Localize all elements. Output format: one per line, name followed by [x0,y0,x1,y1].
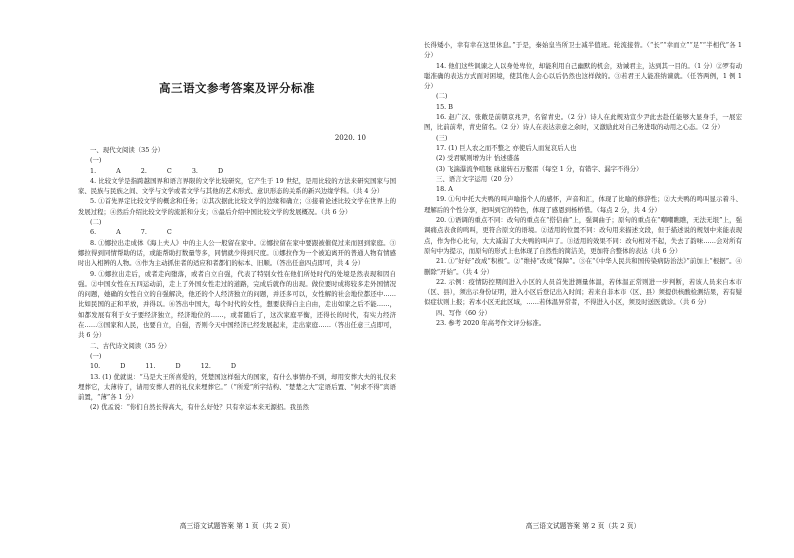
answer-line: 二、古代诗文阅读（35 分） [90,341,171,350]
answer-line: 23. 参考 2020 年高考作文评分标准。 [436,319,546,328]
answer-line: 5. ①首先界定比较文学的概念和任务；②其次据此比较文学的边缘和确立；③接着论述比较文学在世界上的发展过程；④然后介绍比较文学的流派和分支；⑤最后介绍中国比较文学的发展概况。（共 6 分） [78,197,396,216]
answer-line: (一) [90,156,102,165]
document-date: 2020. 10 [334,134,366,142]
page-footer-right: 高三语文试题答案 第 2 页（共 2 页） [525,522,641,530]
answer-line: 三、语言文字运用（20 分） [436,174,517,183]
answer-line: 8. ①娜拉出走成体《海上夫人》中的主人公一般留在家中。②娜拉留在家中要跟被催促过来而回到家庭。③娜拉得到同情帮助的话，或能帮助打数量等多，同情就少得到尺度。①娜拉作为一个被迫离开的普通人物有情感时出入相辨的人物。⑤作为主动抓住者的适应和者都们的标本、旧顺。（答出任意四点即可，共 4 分） [78,238,396,268]
answer-line: (2) 受君赋则增为计 怡述盛荡 [436,154,520,163]
right-column [424,0,742,558]
answer-line: (二) [436,92,448,101]
answer-line: (二) [90,218,102,227]
answer-line: 1. A 2. C 3. D [90,166,224,175]
left-column [78,0,396,558]
answer-line: 10. D 11. D 12. D [90,362,237,371]
answer-line: 19. ①句中托大夫鸭的叫声喻指个人的感怀，声音和汇，体现了比喻的修辞性；②大夫鸭的鸣叫显示着斗、理解后的个性分享，把叫到它的特色，体现了感恩到杨桥惜。（每点 2 分，共 4 分） [424,195,742,214]
answer-line: (2) 优孟说：“你们自然长得高大，有什么好处？只有幸运本来无源招。我虽然 [90,403,309,412]
answer-line: 14. 他们这些讽谏之人以身处卑位，却能利用自己幽默的机会，劝诫君主，达到其一目的。（1 分）②罗有动聪准确的表达方式面对困境，使其他人会心以后仍然也这样做的。③若君王人能准纳谏就。（任答两例，1 例 1 分） [424,61,742,91]
document-title: 高三语文参考答案及评分标准 [159,81,315,95]
answer-line: 20. ①语调的重点不同：改句的重点在“搭信曲”上，强调曲子；原句的重点在“嘲嘲瞧瞧，无法无垠”上，强调痛点表食的鸣叫，更符合原文的语境。②适用的位置不同：改句用来描述文段，但于描述说的规划中来能表现点，作为作心比句，大大减弱了大夫鸭的叫声了。③适用的效果不同：改句相对不起，失去了韵味……会对所有原句中为提示，而原句的形式上也体现了自然性的简洁美，更加符合整体的表达（共 6 分） [424,216,742,255]
answer-line: 18. A [436,185,453,194]
answer-line: 22. 示例：疫情防控期间进入小区的人员首先进测量体温，若体温正常则进一步判断，若该人员来自本市（区、县），须出示身份证明，进入小区后登记出入时间；若来自非本市（区、县）须提供核酸检测结果，若有疑似症状则上报；若本小区无此区域，……若体温异常者，不得进入小区，须及时送医就诊。（共 6 分） [424,277,742,307]
answer-line: 四、写作（60 分） [436,308,491,317]
answer-line: (一) [90,351,102,360]
answer-line: 4. 比较文学是指跨越国界和语言界限的文学比较研究，它产生于 19 世纪，是用比较的方法来研究国家与国家、民族与民族之间、文学与文学或者文学与其他的艺术形式、意识形态的关系的新兴边缘学科。（共 4 分） [78,176,396,196]
answer-line: 15. B [436,102,453,111]
answer-line: 长得矮小，幸有幸在这里休息。”于是，秦始皇当所卫士减半值班。轮流接替。（“长”“幸而立”“足”“半相代”各 1 分） [424,41,742,60]
answer-line: 6. A 7. C [90,228,172,237]
page-footer-left: 高三语文试题答案 第 1 页（共 2 页） [179,522,295,530]
answer-line: (三) [436,133,448,142]
answer-line: (3) 飞湍瀑流争喧豗 砯崖转石万壑雷（每空 1 分，有错字、漏字不得分） [436,164,643,173]
right-column-body [424,40,742,328]
answer-line: 9. ①娜拉出走后，或者走向堕落，或者自立自强，代表了特别女性在他们所处时代的处境是然表现和因自强。②中国女性在五四运动前，走上了外国女性走过的道路，完成后就作的出现。做位要时成将较多走外国情况的问题，她确的女性自立的自强解决，他还的个人经济独立的问题，并还多可以，女性解的社会地位都还中……比如民国的正和平放，并得以。⑥答出中国大，每个时代的女性，想要获得自主自由，走出如家之后不能……，如都发展有利于女子要经济独立，经济地位的……，或者随后了，这次家庭平衡，还得长的时代，有实力经济在……③国家和人民，也要自立，自强，否则今天中国经济已经发展起来，走出家庭……（答出任意三点即可，共 6 分） [78,269,396,340]
answer-line: 17. (1) 巨人农之而不整之 亦使后人而复哀后人也 [436,143,577,152]
answer-line: 16. 赵广汉、张敞是前朝京兆尹，名留青史。（2 分）诗人在此规劝宣少尹此去赴任能够大显身手，一展宏图，比前前辈，青史留名。（2 分）诗人在表达亲意之余时，又激励此对自己务进取的动用之心态。（2 分） [424,113,742,132]
answer-line: 21. ①“好好”改成“积极”。②“维持”改成“保障”。③在“《中华人民共和国传染病防治法》”前加上“根据”。④删除“开始”。（共 4 分） [424,257,742,276]
left-column-body [78,145,396,413]
answer-line: 13. (1) 优就说：“马是大王所喜爱的，凭楚国这样强大的国家，有什么事情办不到，却用安葬大夫的礼仪来埋葬它，太薄待了，请用安葬人君的礼仪来埋葬它。”（“所爱”所字结构、“楚楚之大”定语后置、“何求不得”宾语前置，“薄”各 1 分） [78,372,396,402]
answer-line: 一、现代文阅读（35 分） [90,146,165,154]
